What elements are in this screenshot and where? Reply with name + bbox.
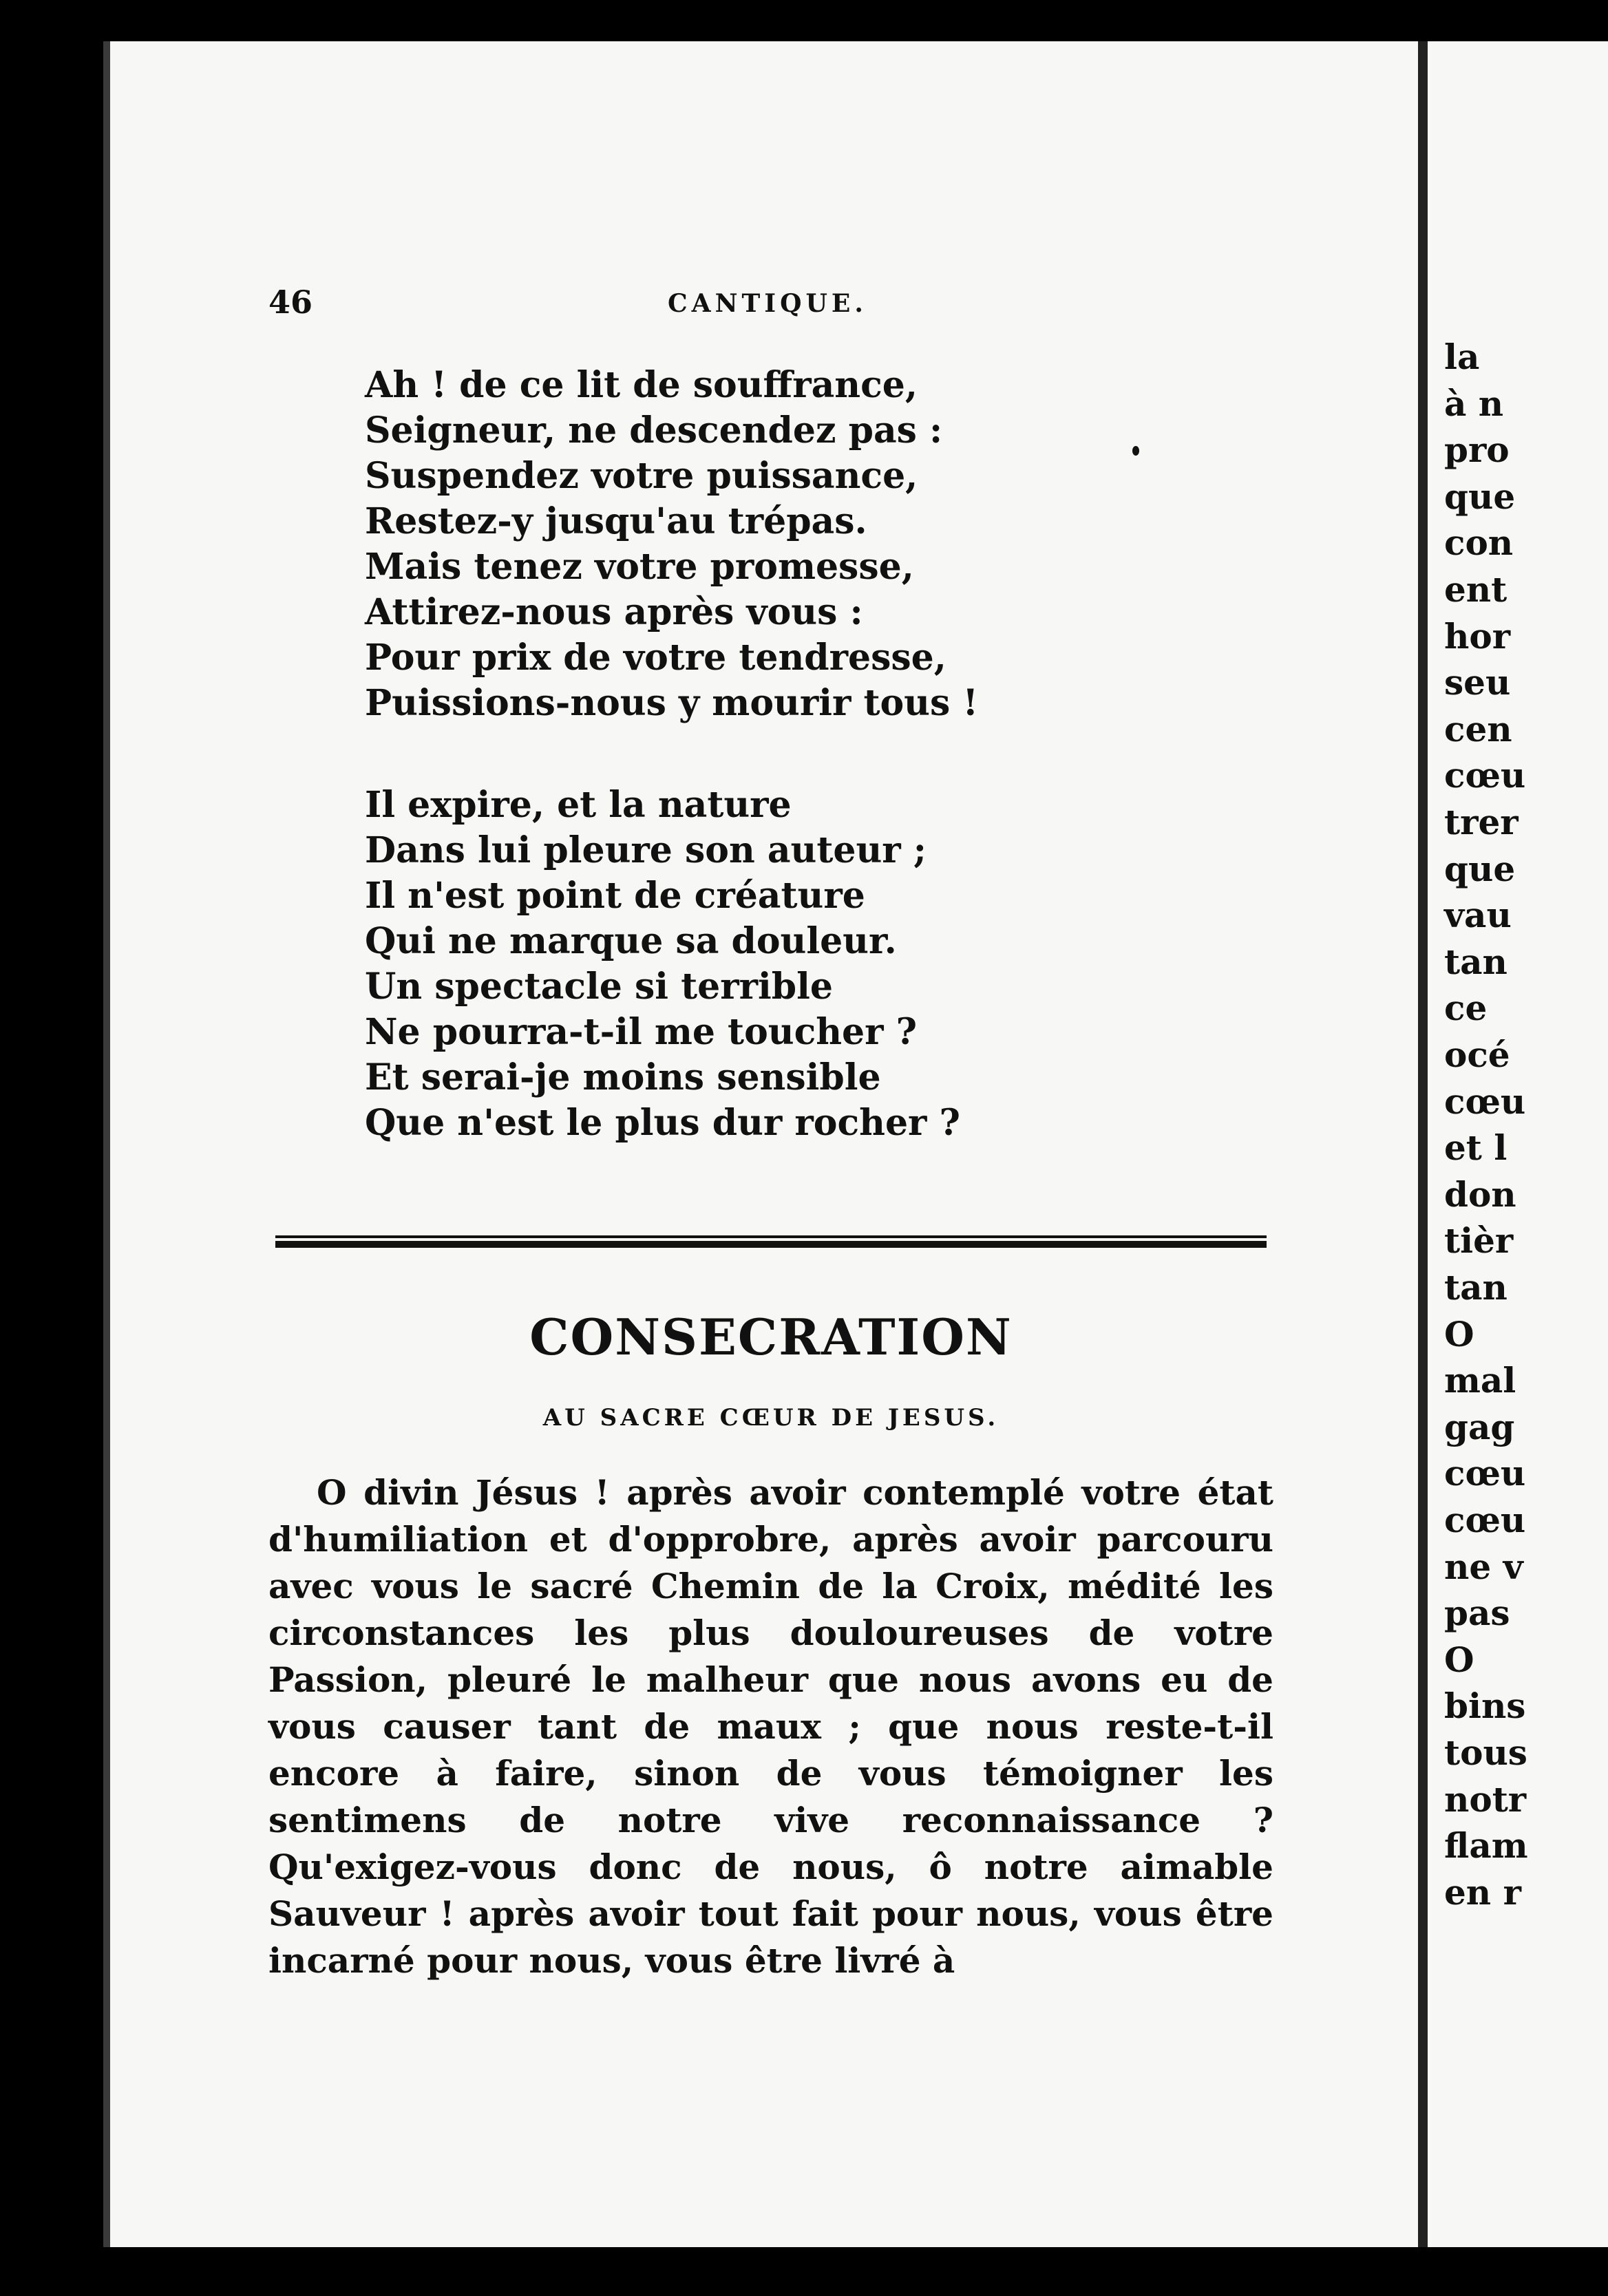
right-page-fragment: vau bbox=[1444, 895, 1512, 935]
stanza-2 bbox=[365, 783, 1260, 1146]
right-page-fragment: hor bbox=[1444, 616, 1511, 657]
right-page-fragment: gag bbox=[1444, 1407, 1515, 1447]
verse-line: Qui ne marque sa douleur. bbox=[365, 920, 897, 962]
running-title: CANTIQUE. bbox=[668, 289, 867, 318]
right-page-fragment: tous bbox=[1444, 1732, 1527, 1773]
verse-line: Restez-y jusqu'au trépas. bbox=[365, 500, 867, 542]
right-page-fragment: cen bbox=[1444, 709, 1512, 750]
right-page-fragment: cœu bbox=[1444, 1081, 1526, 1122]
right-page-fragment: mal bbox=[1444, 1360, 1516, 1401]
stanza-1 bbox=[365, 363, 1260, 726]
verse-line: Dans lui pleure son auteur ; bbox=[365, 829, 927, 871]
right-page-fragment: tièr bbox=[1444, 1220, 1514, 1261]
consecration-paragraph: O divin Jésus ! après avoir contemplé votre état d'humiliation et d'opprobre, après avoir parcouru avec vous le sacré Chemin de la Croix, médité les circonstances les plus douloureuses de votre Passion, pleuré le malheur que nous avons eu de vous causer tant de maux ; que nous reste-t-il encore à faire, sinon de vous témoigner les sentimens de notre vive reconnaissance ? Qu'exigez-vous donc de nous, ô notre aimable Sauveur ! après avoir tout fait pour nous, vous être incarné pour nous, vous être livré à bbox=[268, 1472, 1273, 1981]
verse-line: Seigneur, ne descendez pas : bbox=[365, 410, 943, 451]
verse-line: Il n'est point de créature bbox=[365, 875, 865, 917]
verse-line: Mais tenez votre promesse, bbox=[365, 546, 914, 588]
verse-line: Et serai-je moins sensible bbox=[365, 1056, 881, 1098]
verse-line: Pour prix de votre tendresse, bbox=[365, 637, 946, 679]
verse-line: Un spectacle si terrible bbox=[365, 966, 833, 1008]
right-page-fragment: tan bbox=[1444, 942, 1508, 982]
right-page-fragment: que bbox=[1444, 476, 1516, 517]
right-page-fragment: don bbox=[1444, 1174, 1516, 1215]
right-page-fragment: ent bbox=[1444, 569, 1508, 610]
verse-line: Puissions-nous y mourir tous ! bbox=[365, 682, 979, 724]
section-subtitle: AU SACRE CŒUR DE JESUS. bbox=[542, 1404, 999, 1432]
right-page-fragment: océ bbox=[1444, 1034, 1510, 1075]
right-page-fragment: pro bbox=[1444, 429, 1510, 470]
verse-line: Ne pourra-t-il me toucher ? bbox=[365, 1011, 918, 1053]
right-page-fragment: cœu bbox=[1444, 1500, 1526, 1540]
page-header bbox=[268, 284, 1260, 325]
right-page-fragment: cœu bbox=[1444, 755, 1526, 796]
right-page-fragment: cœu bbox=[1444, 1453, 1526, 1494]
verse-line: Attirez-nous après vous : bbox=[365, 591, 863, 633]
right-page-fragment: bins bbox=[1444, 1686, 1526, 1726]
verse-line: Que n'est le plus dur rocher ? bbox=[365, 1102, 961, 1144]
right-page-fragment: et l bbox=[1444, 1127, 1508, 1168]
right-page-fragment: notr bbox=[1444, 1779, 1527, 1820]
right-page-fragment: que bbox=[1444, 849, 1516, 889]
right-page-fragment: tan bbox=[1444, 1267, 1508, 1308]
right-page-fragment: O bbox=[1444, 1639, 1474, 1680]
right-page-fragment: ce bbox=[1444, 988, 1488, 1028]
right-page-fragment: seu bbox=[1444, 662, 1511, 703]
right-page-fragment: en r bbox=[1444, 1872, 1521, 1913]
right-page-fragment: con bbox=[1444, 522, 1514, 563]
right-page-fragment: à n bbox=[1444, 383, 1504, 424]
right-page-fragment: trer bbox=[1444, 802, 1519, 842]
verse-line: Ah ! de ce lit de souffrance, bbox=[365, 364, 918, 406]
ink-speck bbox=[1132, 446, 1139, 456]
right-page-fragment: O bbox=[1444, 1314, 1474, 1354]
right-page-fragment: pas bbox=[1444, 1593, 1510, 1633]
verse-line: Il expire, et la nature bbox=[365, 784, 792, 826]
right-page-fragment: flam bbox=[1444, 1825, 1528, 1866]
verse-line: Suspendez votre puissance, bbox=[365, 455, 918, 497]
right-page-fragment: ne v bbox=[1444, 1546, 1523, 1587]
right-page-fragment: la bbox=[1444, 337, 1480, 377]
section-divider bbox=[275, 1235, 1267, 1248]
page-number: 46 bbox=[268, 284, 313, 321]
section-title: CONSECRATION bbox=[529, 1308, 1013, 1366]
